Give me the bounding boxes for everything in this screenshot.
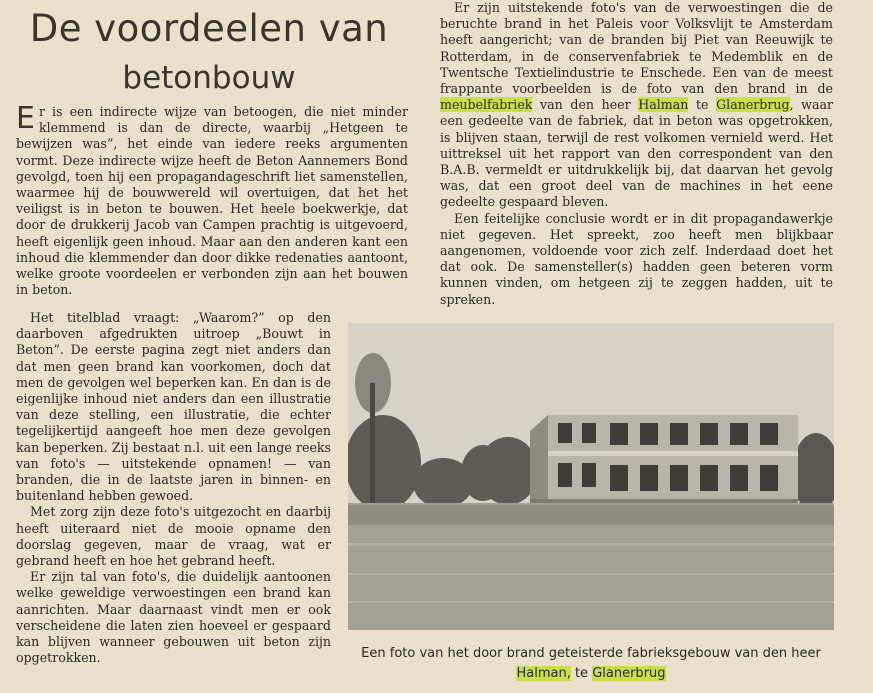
paragraph-5-text-d: , waar een gedeelte van de fabriek, dat in beton was opgetrokken, is blijven staan, terwijl de rest volkomen vernield werd. Het uittreksel uit het rapport van den correspondent van den B.A.B. vermeldt er uitdrukkelijk bij, dat daarvan het gevolg was, dat een groot deel van de machines in het eene gedeelte gespaard bleven. — [440, 97, 833, 210]
paragraph-6: Een feitelijke conclusie wordt er in dit propagandawerkje niet gegeven. Het spreekt, zoo heeft men blijkbaar aangenomen, voldoende voor zich zelf. Inderdaad doet het dat ook. De samensteller(s) hadden geen beteren vorm kunnen vinden, om hetgeen zij te zeggen hadden, uit te spreken. — [440, 210, 833, 307]
factory-ruin-photo — [348, 323, 834, 630]
caption-text-b: te — [570, 666, 593, 681]
paragraph-1-text: r is een indirecte wijze van betoogen, die niet minder klemmend is dan de directe, waarbij „Hetgeen te bewijzen was”, het einde van iedere reeks argumenten vormt. Deze indirecte wijze heeft de Beton Aannemers Bond gevolgd, toen hij een propagandageschrift liet samenstellen, waarmee hij de bouwwereld wil overtuigen, dat het het veiligst is in beton te bouwen. Het heele boekwerkje, dat door de drukkerij Jacob van Campen prachtig is uitgevoerd, heeft eigenlijk geen inhoud. Maar aan den anderen kant een inhoud die klemmender dan door dikke redenaties aantoont, welke groote voordeelen er verbonden zijn aan het bouwen in beton. — [16, 104, 408, 298]
headline-line-1: De voordeelen van — [29, 7, 389, 50]
photo-caption — [348, 644, 834, 684]
article-body-left-narrow — [16, 310, 331, 666]
article-body-left — [16, 101, 408, 298]
photo-illustration — [348, 323, 834, 630]
paragraph-3: Met zorg zijn deze foto's uitgezocht en daarbij heeft uiteraard niet de mooie opname den doorslag gegeven, maar de vraag, wat er gebrand heeft en hoe het gebrand heeft. — [16, 504, 331, 569]
paragraph-5-text-b: van den heer — [532, 97, 639, 113]
highlight-glanerbrug: Glanerbrug — [716, 97, 790, 113]
article-body-right — [440, 0, 833, 308]
building-ruin — [530, 415, 798, 507]
paragraph-1 — [16, 101, 408, 298]
paragraph-5-text-c: te — [688, 97, 717, 113]
highlight-halman: Halman — [638, 97, 689, 113]
caption-highlight-halman: Halman, — [516, 666, 571, 681]
drop-cap: E — [16, 101, 35, 136]
headline — [0, 6, 418, 98]
highlight-meubelfabriek: meubelfabriek — [440, 97, 533, 113]
paragraph-5-text-a: Er zijn uitstekende foto's van de verwoestingen die de beruchte brand in het Paleis voor Volksvlijt te Amsterdam heeft aangericht; van de branden bij Piet van Reeuwijk te Rotterdam, in de conservenfabriek te Medemblik en de Twentsche Textielindustrie te Enschede. Een van de meest frappante voorbeelden is de foto van den brand in de — [440, 0, 833, 97]
headline-line-2: betonbouw — [122, 60, 296, 96]
caption-highlight-glanerbrug: Glanerbrug — [592, 666, 666, 681]
caption-text-a: Een foto van het door brand geteisterde fabrieksgebouw van den heer — [361, 646, 821, 661]
paragraph-4: Er zijn tal van foto's, die duidelijk aantoonen welke geweldige verwoestingen een brand kan aanrichten. Maar daarnaast vindt men er ook verscheidene die laten zien hoeveel er gespaard kan blijven wanneer gebouwen uit beton zijn opgetrokken. — [16, 569, 331, 666]
paragraph-5 — [440, 0, 833, 211]
paragraph-2: Het titelblad vraagt: „Waarom?” op den daarboven afgedrukten uitroep „Bouwt in Beton”. De eerste pagina zegt niet anders dan dat men geen brand kan voorkomen, doch dat men de gevolgen wel beperken kan. En dan is de eigenlijke inhoud niet anders dan een illustratie van deze stelling, een illustratie, die echter tegelijkertijd aangeeft hoe men deze gevolgen kan beperken. Zij bestaat n.l. uit een lange reeks van foto's — uitstekende opnamen! — van branden, die in de laatste jaren in binnen- en buitenland hebben gewoed. — [16, 310, 331, 504]
